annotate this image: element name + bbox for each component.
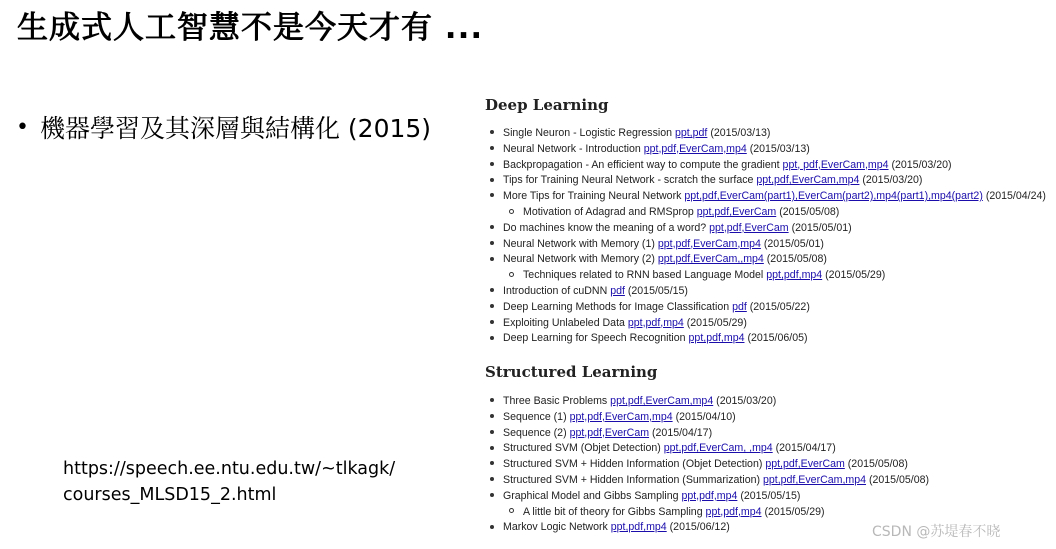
item-date: (2015/05/08) <box>779 205 840 218</box>
item-title: Three Basic Problems <box>503 395 608 407</box>
list-item <box>490 237 1046 253</box>
item-title: Structured SVM (Objet Detection) <box>503 442 661 455</box>
item-links[interactable]: ppt,pdf,EverCam,mp4 <box>569 410 673 423</box>
item-date: (2015/03/13) <box>749 142 810 155</box>
list-item <box>490 331 1046 347</box>
list-item <box>490 284 1046 300</box>
list-item <box>490 520 929 536</box>
list-item <box>490 205 1046 221</box>
item-date: (2015/06/05) <box>747 332 808 345</box>
item-date: (2015/03/20) <box>891 158 952 171</box>
list-item <box>490 221 1046 237</box>
list-item <box>490 457 929 473</box>
item-links[interactable]: ppt, pdf,EverCam,mp4 <box>782 158 889 171</box>
item-links[interactable]: ppt,pdf,EverCam <box>696 205 777 218</box>
item-links[interactable]: pdf <box>732 300 747 313</box>
item-title: A little bit of theory for Gibbs Sampling <box>523 505 703 518</box>
item-title: Backpropagation - An efficient way to compute the gradient <box>503 158 780 171</box>
list-item <box>490 316 1046 332</box>
item-links[interactable]: ppt,pdf,EverCam <box>765 458 845 471</box>
item-date: (2015/05/08) <box>868 473 930 486</box>
item-title: Sequence (1) <box>503 410 567 423</box>
item-links[interactable]: ppt,pdf,EverCam, ,mp4 <box>663 442 773 455</box>
item-links[interactable]: ppt,pdf,EverCam <box>709 221 789 234</box>
item-links[interactable]: ppt,pdf,EverCam <box>569 426 650 439</box>
item-title: Neural Network with Memory (1) <box>503 237 655 250</box>
course-url: https://speech.ee.ntu.edu.tw/~tlkagk/ courses_MLSD15_2.html <box>63 459 396 505</box>
bullet-marker: • <box>16 114 29 140</box>
item-date: (2015/06/12) <box>669 521 730 534</box>
item-links[interactable]: ppt,pdf,EverCam,mp4 <box>610 395 714 407</box>
item-title: Single Neuron - Logistic Regression <box>503 127 672 139</box>
item-title: Deep Learning Methods for Image Classification <box>503 300 730 313</box>
list-item <box>490 410 929 426</box>
item-date: (2015/04/10) <box>675 410 736 423</box>
item-links[interactable]: ppt,pdf <box>674 127 708 139</box>
item-date: (2015/04/17) <box>775 442 836 455</box>
item-title: More Tips for Training Neural Network <box>503 190 682 203</box>
item-links[interactable]: ppt,pdf,mp4 <box>688 332 745 345</box>
item-links[interactable]: pdf <box>610 284 625 297</box>
main-bullet <box>16 109 431 145</box>
item-date: (2015/04/17) <box>652 426 713 439</box>
item-date: (2015/05/08) <box>847 458 908 471</box>
list-item <box>490 394 929 410</box>
item-title: Graphical Model and Gibbs Sampling <box>503 489 679 502</box>
item-title: Exploiting Unlabeled Data <box>503 316 625 329</box>
item-links[interactable]: ppt,pdf,EverCam,,mp4 <box>657 253 764 266</box>
list-item <box>490 252 1046 268</box>
list-item <box>490 441 929 457</box>
item-title: Structured SVM + Hidden Information (Summarization) <box>503 473 761 486</box>
item-links[interactable]: ppt,pdf,mp4 <box>705 505 762 518</box>
item-title: Neural Network with Memory (2) <box>503 253 655 266</box>
item-title: Do machines know the meaning of a word? <box>503 221 707 234</box>
item-date: (2015/03/20) <box>862 174 923 187</box>
item-title: Sequence (2) <box>503 426 567 439</box>
main-bullet-text: 機器學習及其深層與結構化 (2015) <box>39 114 432 143</box>
item-links[interactable]: ppt,pdf,mp4 <box>766 269 823 282</box>
item-date: (2015/05/29) <box>764 505 825 518</box>
item-title: Techniques related to RNN based Language Model <box>523 269 764 282</box>
list-item <box>490 505 929 521</box>
item-title: Tips for Training Neural Network - scratch the surface <box>503 174 754 187</box>
item-title: Markov Logic Network <box>503 521 608 534</box>
list-item <box>490 158 1046 174</box>
item-links[interactable]: ppt,pdf,EverCam,mp4 <box>643 142 747 155</box>
list-item <box>490 426 929 442</box>
deep-learning-list <box>490 126 1046 347</box>
item-date: (2015/05/29) <box>686 316 747 329</box>
item-date: (2015/05/29) <box>825 269 886 282</box>
watermark: CSDN @苏堤春不晓 <box>872 524 1001 540</box>
item-links[interactable]: ppt,pdf,EverCam,mp4 <box>762 473 867 486</box>
list-item <box>490 189 1046 205</box>
slide-title: 生成式人工智慧不是今天才有 ... <box>17 10 484 46</box>
item-links[interactable]: ppt,pdf,mp4 <box>610 521 667 534</box>
list-item <box>490 126 1046 142</box>
list-item <box>490 142 1046 158</box>
list-item <box>490 489 929 505</box>
item-date: (2015/05/15) <box>740 489 801 502</box>
item-links[interactable]: ppt,pdf,EverCam(part1),EverCam(part2),mp4(part1),mp4(part2) <box>684 190 983 203</box>
list-item <box>490 300 1046 316</box>
list-item <box>490 173 1046 189</box>
item-date: (2015/03/20) <box>716 395 777 407</box>
item-title: Structured SVM + Hidden Information (Objet Detection) <box>503 458 763 471</box>
structured-learning-heading: Structured Learning <box>485 363 658 381</box>
list-item <box>490 473 929 489</box>
item-date: (2015/03/13) <box>710 127 771 139</box>
structured-learning-list <box>490 394 929 536</box>
item-date: (2015/05/15) <box>627 284 688 297</box>
item-date: (2015/05/01) <box>791 221 852 234</box>
item-links[interactable]: ppt,pdf,mp4 <box>627 316 684 329</box>
item-title: Introduction of cuDNN <box>503 284 608 297</box>
item-links[interactable]: ppt,pdf,EverCam,mp4 <box>756 174 860 187</box>
item-date: (2015/05/22) <box>749 300 810 313</box>
list-item <box>490 268 1046 284</box>
item-links[interactable]: ppt,pdf,mp4 <box>681 489 738 502</box>
item-title: Deep Learning for Speech Recognition <box>503 332 686 345</box>
item-date: (2015/04/24) <box>985 190 1046 203</box>
item-date: (2015/05/01) <box>763 237 824 250</box>
item-links[interactable]: ppt,pdf,EverCam,mp4 <box>657 237 761 250</box>
item-title: Motivation of Adagrad and RMSprop <box>523 205 694 218</box>
item-title: Neural Network - Introduction <box>503 142 641 155</box>
deep-learning-heading: Deep Learning <box>485 96 609 114</box>
course-page-screenshot <box>476 88 1056 549</box>
item-date: (2015/05/08) <box>766 253 827 266</box>
